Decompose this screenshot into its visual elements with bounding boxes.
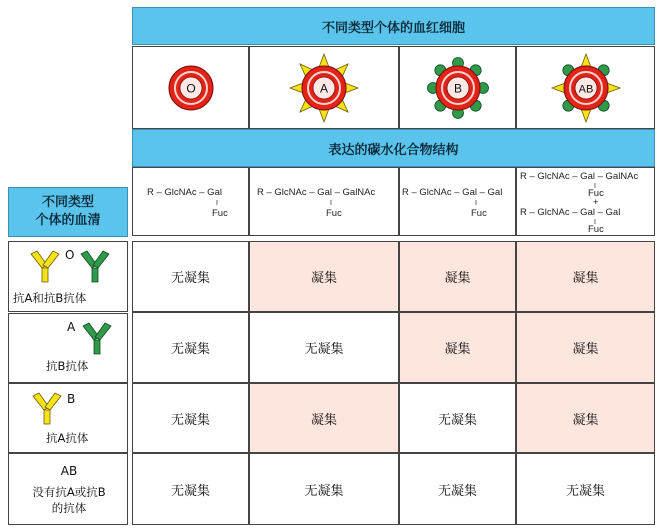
result-cell-3-1: 无凝集 bbox=[249, 453, 399, 525]
result-cell-3-0: 无凝集 bbox=[132, 453, 249, 525]
serum-label-ab: 没有抗A或抗B 的抗体 bbox=[32, 485, 106, 515]
serum-label-b: 抗A抗体 bbox=[46, 431, 89, 445]
anti-b-antibody-icon-part bbox=[95, 323, 111, 340]
serum-type-letter-a: A bbox=[67, 320, 76, 334]
serum-label-o: 抗A和抗B抗体 bbox=[13, 291, 87, 305]
serum-label-a: 抗B抗体 bbox=[46, 359, 89, 373]
carb-header: 表达的碳水化合物结构 bbox=[132, 129, 655, 167]
serum-type-letter-o: O bbox=[65, 248, 75, 262]
anti-b-antibody-icon-part bbox=[92, 268, 98, 282]
serum-type-letter-ab: AB bbox=[60, 464, 78, 478]
rbc-letter-a: A bbox=[319, 81, 329, 95]
anti-a-antibody-icon-part bbox=[45, 393, 61, 410]
anti-a-antibody-icon bbox=[33, 393, 61, 424]
structure-b-tick: I bbox=[475, 200, 477, 207]
result-cell-2-3: 凝集 bbox=[516, 383, 655, 453]
anti-b-antibody-icon-part bbox=[93, 251, 109, 268]
structure-a-tick: I bbox=[330, 200, 332, 207]
result-cell-2-0: 无凝集 bbox=[132, 383, 249, 453]
structure-b-chain: R – GlcNAc – Gal – Gal bbox=[402, 187, 503, 198]
rbc-ab-icon bbox=[546, 48, 626, 128]
result-cell-3-2: 无凝集 bbox=[399, 453, 516, 525]
serum-row-a bbox=[8, 313, 128, 383]
result-cell-0-0: 无凝集 bbox=[132, 241, 249, 312]
serum-header bbox=[8, 187, 128, 237]
structure-cell-o bbox=[132, 167, 249, 236]
structure-ab-tick-1: I bbox=[594, 183, 596, 190]
rbc-letter-ab: AB bbox=[578, 83, 593, 95]
structure-cell-a bbox=[249, 167, 399, 236]
anti-a-antibody-icon-part bbox=[43, 251, 59, 268]
result-cell-1-0: 无凝集 bbox=[132, 312, 249, 383]
structure-b-fuc: Fuc bbox=[471, 208, 487, 219]
rbc-cell-ab bbox=[516, 46, 655, 129]
result-cell-1-3: 凝集 bbox=[516, 312, 655, 383]
result-cell-3-3: 无凝集 bbox=[516, 453, 655, 525]
serum-row-o bbox=[8, 241, 128, 312]
result-cell-0-2: 凝集 bbox=[399, 241, 516, 312]
rbc-o-icon bbox=[161, 58, 221, 118]
result-cell-2-2: 无凝集 bbox=[399, 383, 516, 453]
rbc-cell-a bbox=[249, 46, 399, 129]
structure-ab-chain-2: R – GlcNAc – Gal – Gal bbox=[520, 207, 621, 218]
structure-cell-b bbox=[399, 167, 516, 236]
rbc-a-icon bbox=[284, 48, 364, 128]
rbc-cell-b bbox=[399, 46, 516, 129]
anti-a-antibody-icon-part bbox=[44, 410, 50, 424]
anti-b-antibody-icon bbox=[81, 251, 109, 282]
serum-type-letter-b: B bbox=[67, 392, 76, 406]
structure-a-fuc: Fuc bbox=[326, 208, 342, 219]
anti-b-antibody-icon bbox=[83, 323, 111, 354]
serum-row-b bbox=[8, 383, 128, 453]
anti-b-antibody-icon-part bbox=[94, 340, 100, 354]
rbc-header: 不同类型个体的血红细胞 bbox=[132, 7, 655, 45]
serum-row-ab bbox=[8, 453, 128, 525]
anti-a-antibody-icon-part bbox=[42, 268, 48, 282]
rbc-cell-o bbox=[132, 46, 249, 129]
structure-ab-plus: + bbox=[593, 197, 599, 208]
result-cell-0-3: 凝集 bbox=[516, 241, 655, 312]
structure-ab-fuc-1: Fuc bbox=[588, 188, 604, 199]
result-cell-1-1: 无凝集 bbox=[249, 312, 399, 383]
structure-o-tick: I bbox=[216, 200, 218, 207]
structure-o-fuc: Fuc bbox=[212, 208, 228, 219]
structure-cell-ab bbox=[516, 167, 655, 236]
antibody-b-icon bbox=[79, 320, 115, 356]
result-cell-2-1: 凝集 bbox=[249, 383, 399, 453]
structure-ab-chain-1: R – GlcNAc – Gal – GalNAc bbox=[520, 171, 639, 182]
rbc-b-icon bbox=[418, 48, 498, 128]
result-cell-1-2: 凝集 bbox=[399, 312, 516, 383]
result-cell-0-1: 凝集 bbox=[249, 241, 399, 312]
structure-a-chain: R – GlcNAc – Gal – GalNAc bbox=[257, 187, 376, 198]
structure-o-chain: R – GlcNAc – Gal bbox=[147, 187, 222, 198]
anti-a-antibody-icon bbox=[31, 251, 59, 282]
serum-header-text: 不同类型 个体的血清 bbox=[35, 195, 101, 228]
structure-ab-fuc-2: Fuc bbox=[588, 224, 604, 235]
rbc-letter-o: O bbox=[185, 81, 196, 95]
rbc-letter-b: B bbox=[453, 81, 462, 95]
antibody-a-icon bbox=[29, 390, 65, 426]
structure-ab-tick-2: I bbox=[594, 219, 596, 226]
